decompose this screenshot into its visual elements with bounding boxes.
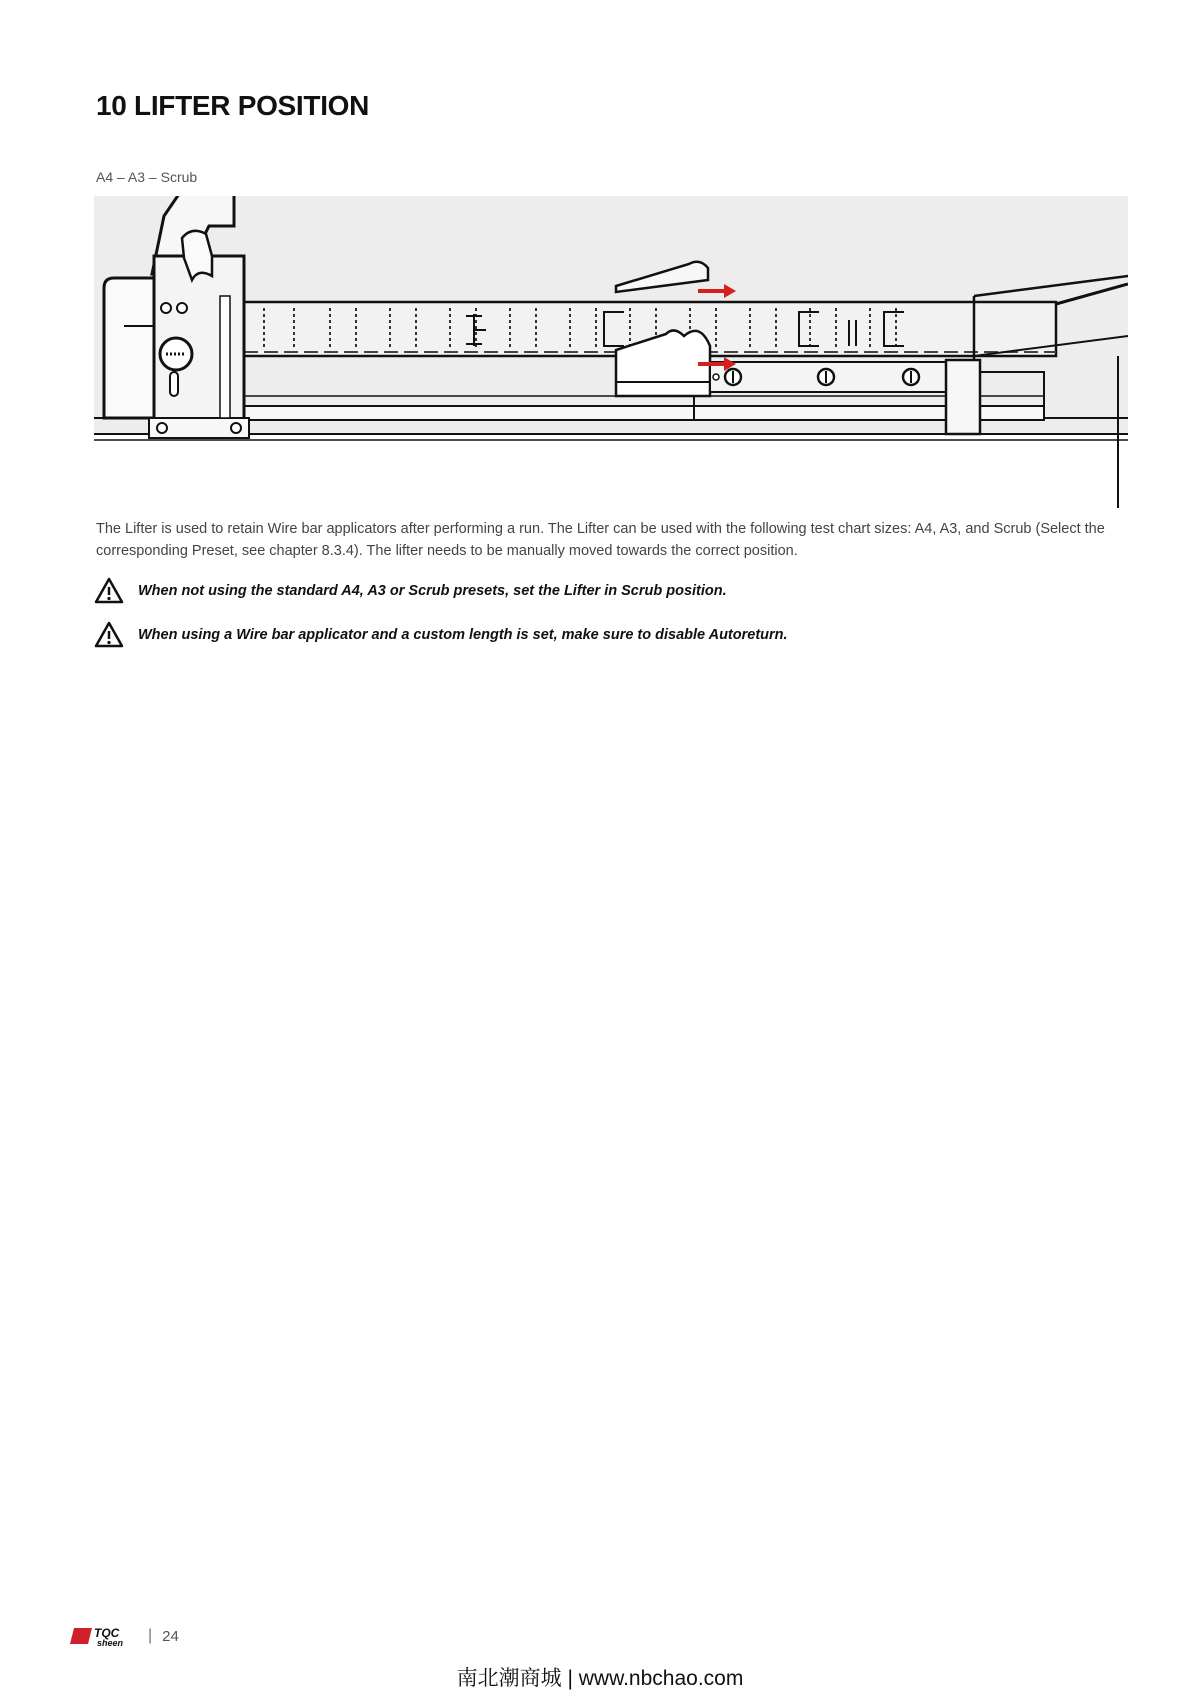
arrow-icon-top xyxy=(698,284,736,298)
warning-note xyxy=(94,577,727,605)
page-footer xyxy=(70,1625,179,1647)
warning-text: When using a Wire bar applicator and a custom length is set, make sure to disable Autoreturn. xyxy=(138,627,788,643)
warning-triangle-icon xyxy=(94,621,124,649)
machine-base xyxy=(94,434,1128,508)
body-paragraph: The Lifter is used to retain Wire bar applicators after performing a run. The Lifter can be used with the following test chart sizes: A4, A3, and Scrub (Select the corresponding Preset, see chapter 8.3.4). The lifter needs to be manually moved towards the correct position. xyxy=(96,521,1105,559)
tqc-sheen-logo xyxy=(70,1625,138,1647)
page-number: 24 xyxy=(162,1627,179,1645)
svg-text:sheen: sheen xyxy=(97,1638,124,1647)
warning-note xyxy=(94,621,788,649)
lifter-illustration xyxy=(94,196,1128,508)
page-title: 10 LIFTER POSITION xyxy=(96,90,370,121)
svg-text:TQC: TQC xyxy=(94,1626,120,1640)
warning-triangle-icon xyxy=(94,577,124,605)
warning-text: When not using the standard A4, A3 or Scrub presets, set the Lifter in Scrub position. xyxy=(138,583,727,599)
footer-separator: | xyxy=(148,1627,153,1644)
figure-caption: A4 – A3 – Scrub xyxy=(96,169,198,185)
source-watermark-line: 南北潮商城 | www.nbchao.com xyxy=(456,1667,744,1690)
